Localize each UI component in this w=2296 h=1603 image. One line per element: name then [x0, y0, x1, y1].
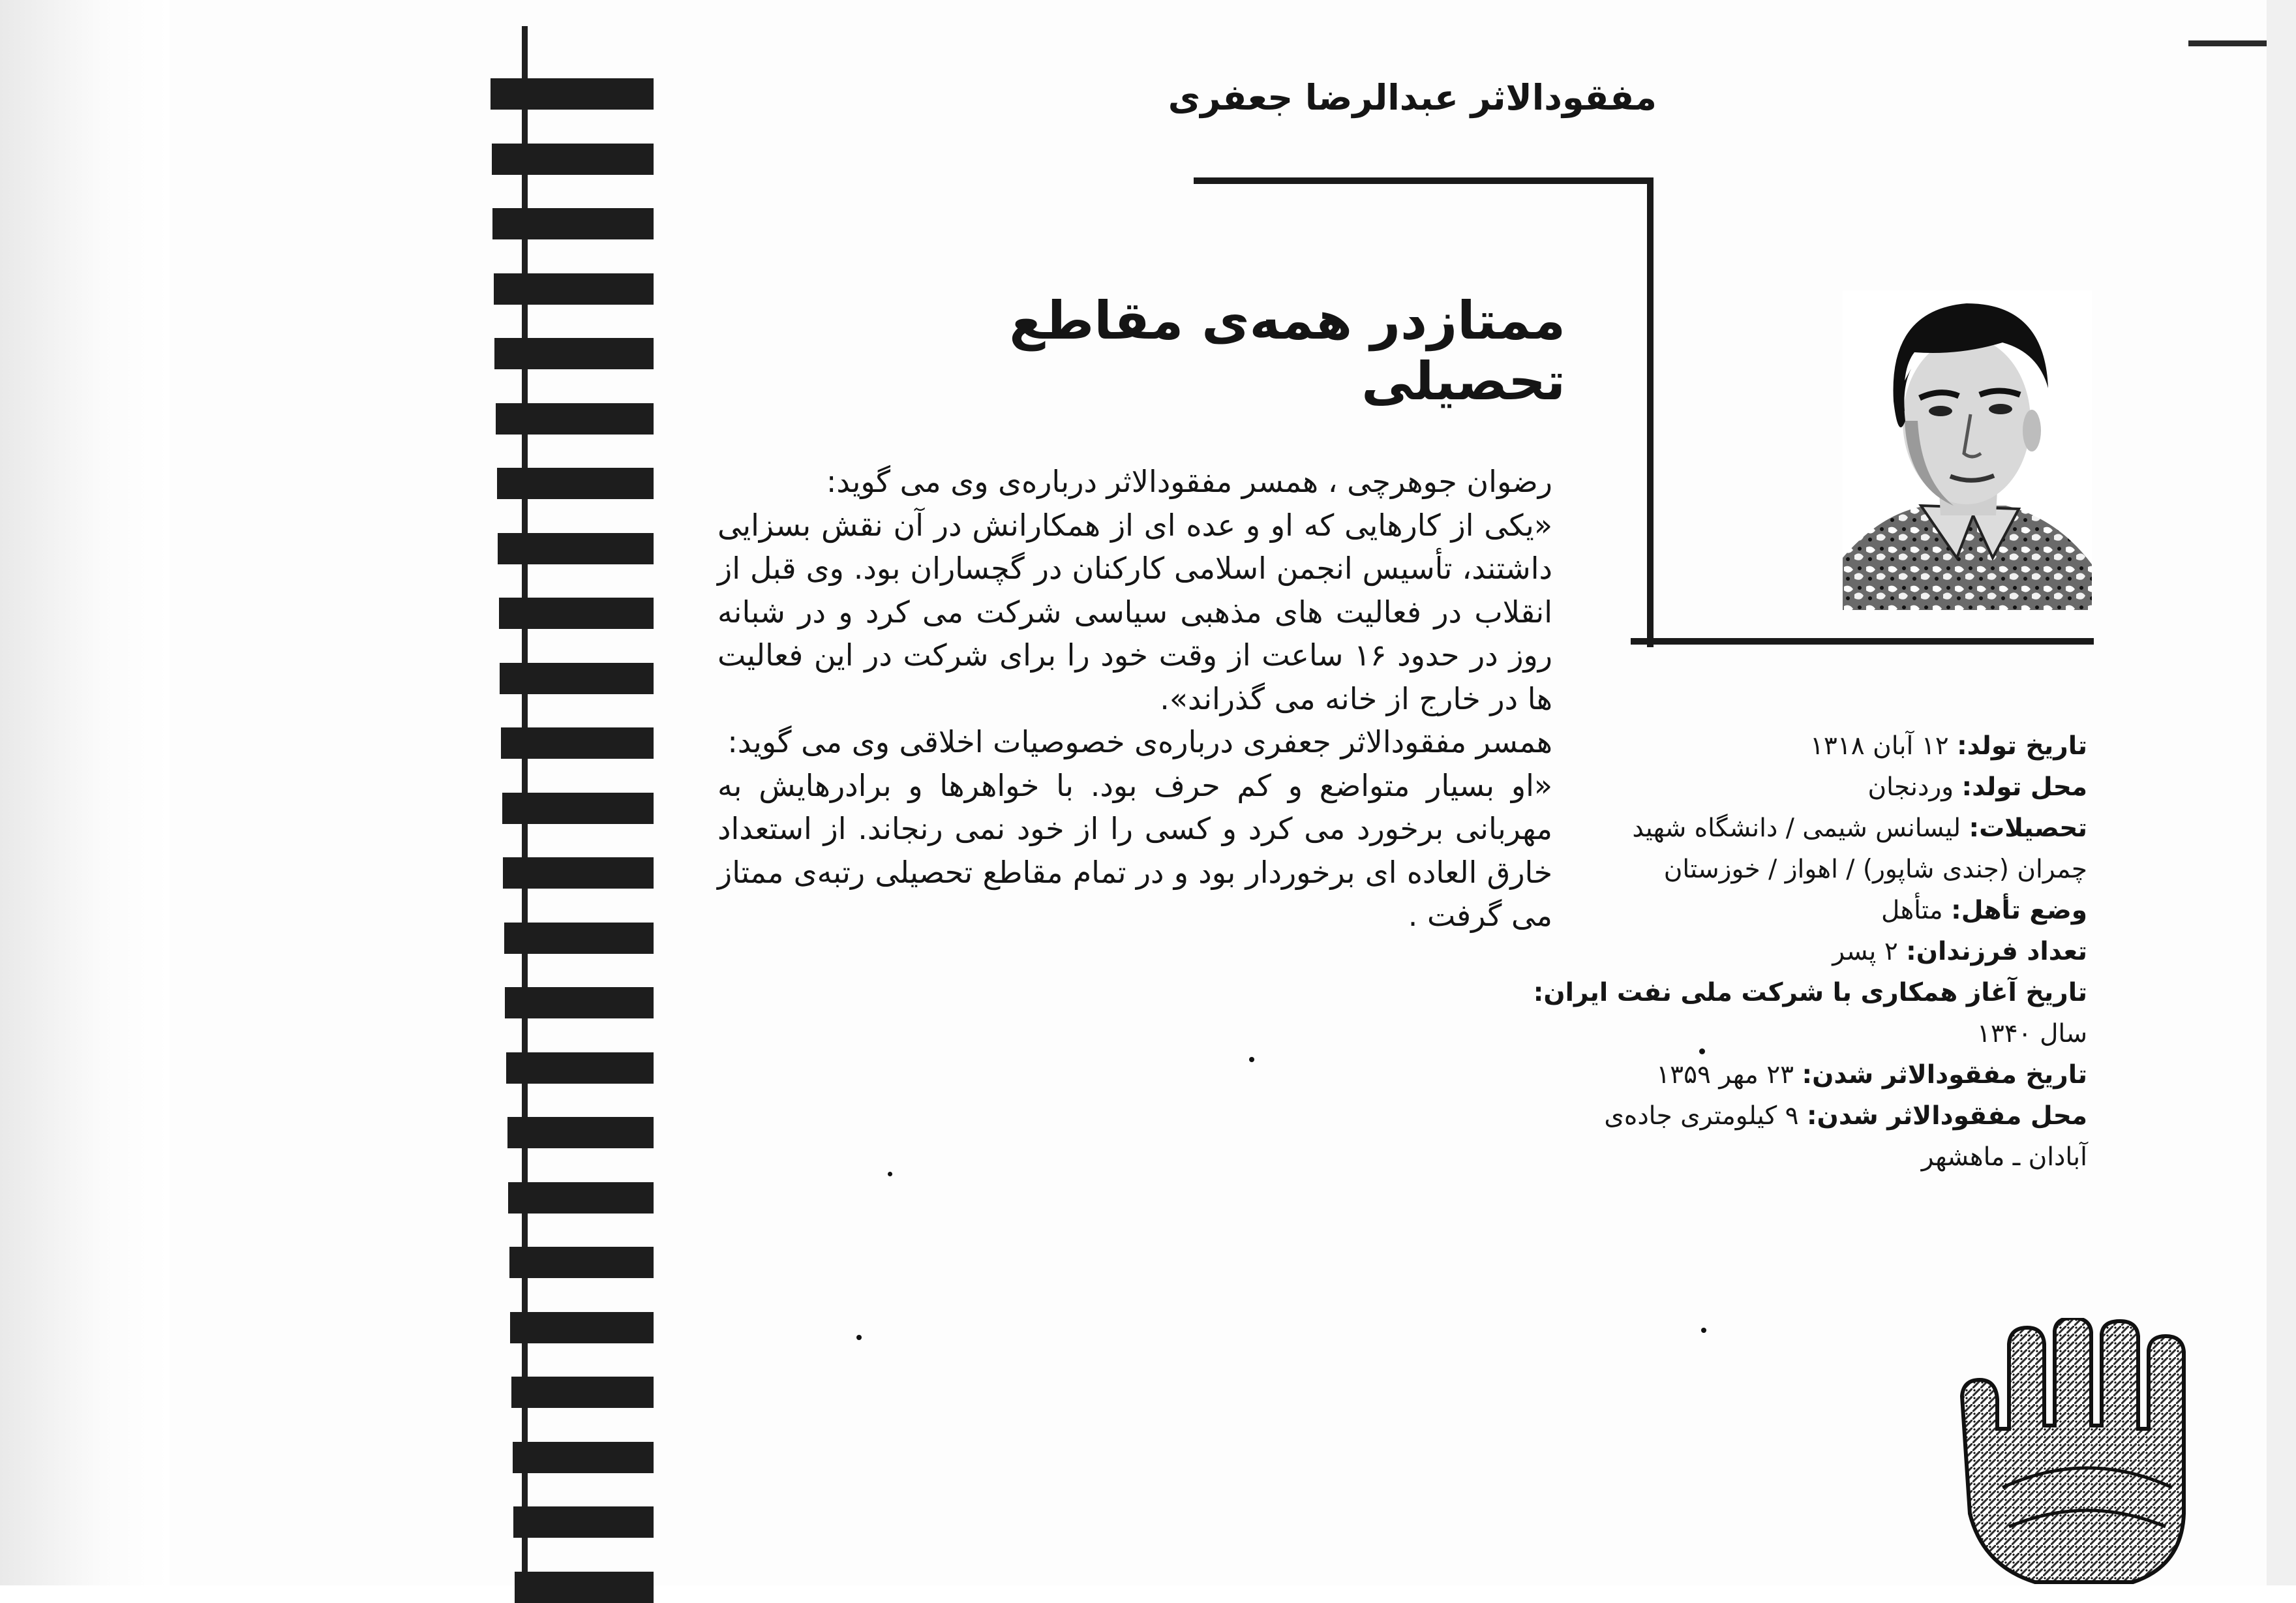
binding-ring — [491, 78, 654, 110]
binding-ring — [499, 598, 654, 629]
binding-ring — [496, 403, 654, 435]
binding-ring — [509, 1247, 654, 1278]
binding-ring — [494, 273, 654, 305]
frame-right-line — [1647, 177, 1654, 647]
fact-employment — [1533, 972, 2087, 1013]
fact-missing-date — [1605, 1054, 2087, 1095]
fact-value: ۲ پسر — [1832, 937, 1898, 966]
scan-speck — [1701, 1328, 1706, 1333]
binding-ring — [504, 923, 654, 954]
fact-value: ۲۳ مهر ۱۳۵۹ — [1656, 1060, 1794, 1090]
fact-label: تاریخ تولد: — [1957, 731, 2087, 761]
binding-ring — [511, 1377, 654, 1408]
article-paragraph: «یکی از کارهایی که او و عده ای از همکارانش در آن نقش بسزایی داشتند، تأسیس انجمن اسلامی کارکنان در گچساران بود. وی قبل از انقلاب در فعالیت های مذهبی سیاسی شرکت می کرد و در شبانه روز در حدود ۱۶ ساعت از وقت خود را برای شرکت در این فعالیت ها در خارج از خانه می گذراند». — [718, 507, 1552, 716]
fact-birth-place — [1605, 767, 2087, 808]
portrait-illustration — [1843, 290, 2092, 610]
fact-label: تحصیلات: — [1969, 814, 2087, 843]
fact-birth-date — [1605, 725, 2087, 767]
page-header-name: مفقودالاثر عبدالرضا جعفری — [1168, 77, 1657, 118]
fact-education-cont — [1605, 849, 2087, 890]
hand-emblem-logo — [1957, 1318, 2218, 1585]
fact-value: وردنجان — [1867, 772, 1954, 802]
corner-rule — [2188, 40, 2267, 46]
fact-label: محل مفقودالاثر شدن: — [1806, 1101, 2087, 1131]
binding-ring — [500, 663, 654, 694]
hand-emblem-icon — [1957, 1318, 2218, 1585]
binding-ring — [492, 144, 654, 175]
fact-children — [1605, 931, 2087, 972]
binding-ring — [510, 1312, 654, 1343]
fact-label: وضع تأهل: — [1951, 896, 2087, 925]
fact-label: تاریخ آغاز همکاری با شرکت ملی نفت ایران: — [1533, 978, 2087, 1007]
fact-value: ۹ کیلومتری جاده‌ی — [1604, 1101, 1799, 1131]
binding-ring — [501, 727, 654, 759]
binding-ring — [497, 468, 654, 499]
spiral-binding — [491, 26, 657, 1585]
fact-missing-place-cont — [1605, 1137, 2087, 1178]
portrait-photo — [1843, 290, 2092, 610]
scan-speck — [1249, 1057, 1254, 1062]
scan-speck — [856, 1335, 862, 1340]
binding-ring — [515, 1572, 654, 1603]
fact-label: محل تولد: — [1961, 772, 2087, 802]
scan-speck — [888, 1172, 892, 1176]
binding-ring — [498, 533, 654, 564]
biography-facts — [1533, 725, 2087, 1178]
binding-ring — [494, 338, 654, 369]
binding-ring — [513, 1442, 654, 1473]
binding-ring — [492, 208, 654, 239]
page-right-edge — [2267, 0, 2296, 1585]
binding-ring — [505, 987, 654, 1018]
binding-ring — [506, 1052, 654, 1084]
binding-ring — [502, 793, 654, 824]
binding-ring — [507, 1117, 654, 1148]
binding-ring — [513, 1506, 654, 1538]
article-body — [718, 460, 1552, 938]
article-paragraph: رضوان جوهرچی ، همسر مفقودالاثر درباره‌ی وی می گوید: — [826, 464, 1552, 499]
fact-value: چمران (جندی شاپور) / اهواز / خوزستان — [1663, 855, 2087, 884]
article-paragraph: همسر مفقودالاثر جعفری درباره‌ی خصوصیات اخلاقی وی می گوید: — [727, 724, 1552, 759]
fact-missing-place — [1605, 1095, 2087, 1137]
fact-label: تاریخ مفقودالاثر شدن: — [1802, 1060, 2087, 1090]
article-title: ممتازدر همه‌ی مقاطع تحصیلی — [1009, 290, 1565, 412]
fact-employment-cont — [1605, 1013, 2087, 1054]
fact-marital — [1605, 890, 2087, 931]
scan-shadow — [0, 0, 170, 1585]
frame-bottom-line — [1631, 638, 2094, 645]
binding-ring — [503, 857, 654, 889]
frame-top-line — [1194, 177, 1654, 184]
fact-value: متأهل — [1881, 896, 1943, 925]
fact-value: ۱۲ آبان ۱۳۱۸ — [1809, 731, 1949, 761]
binding-ring — [508, 1182, 654, 1214]
article-paragraph: «او بسیار متواضع و کم حرف بود. با خواهرها و برادرهایش به مهربانی برخورد می کرد و کسی را از خود نمی رنجاند. از استعداد خارق العاده ای برخوردار بود و در تمام مقاطع تحصیلی رتبه‌ی ممتاز می گرفت . — [718, 767, 1552, 933]
fact-value: لیسانس شیمی / دانشگاه شهید — [1632, 814, 1961, 843]
fact-label: تعداد فرزندان: — [1906, 937, 2087, 966]
fact-education — [1605, 808, 2087, 849]
fact-value: سال ۱۳۴۰ — [1976, 1019, 2087, 1048]
fact-value: آبادان ـ ماهشهر — [1921, 1142, 2087, 1172]
scan-speck — [1699, 1048, 1705, 1054]
